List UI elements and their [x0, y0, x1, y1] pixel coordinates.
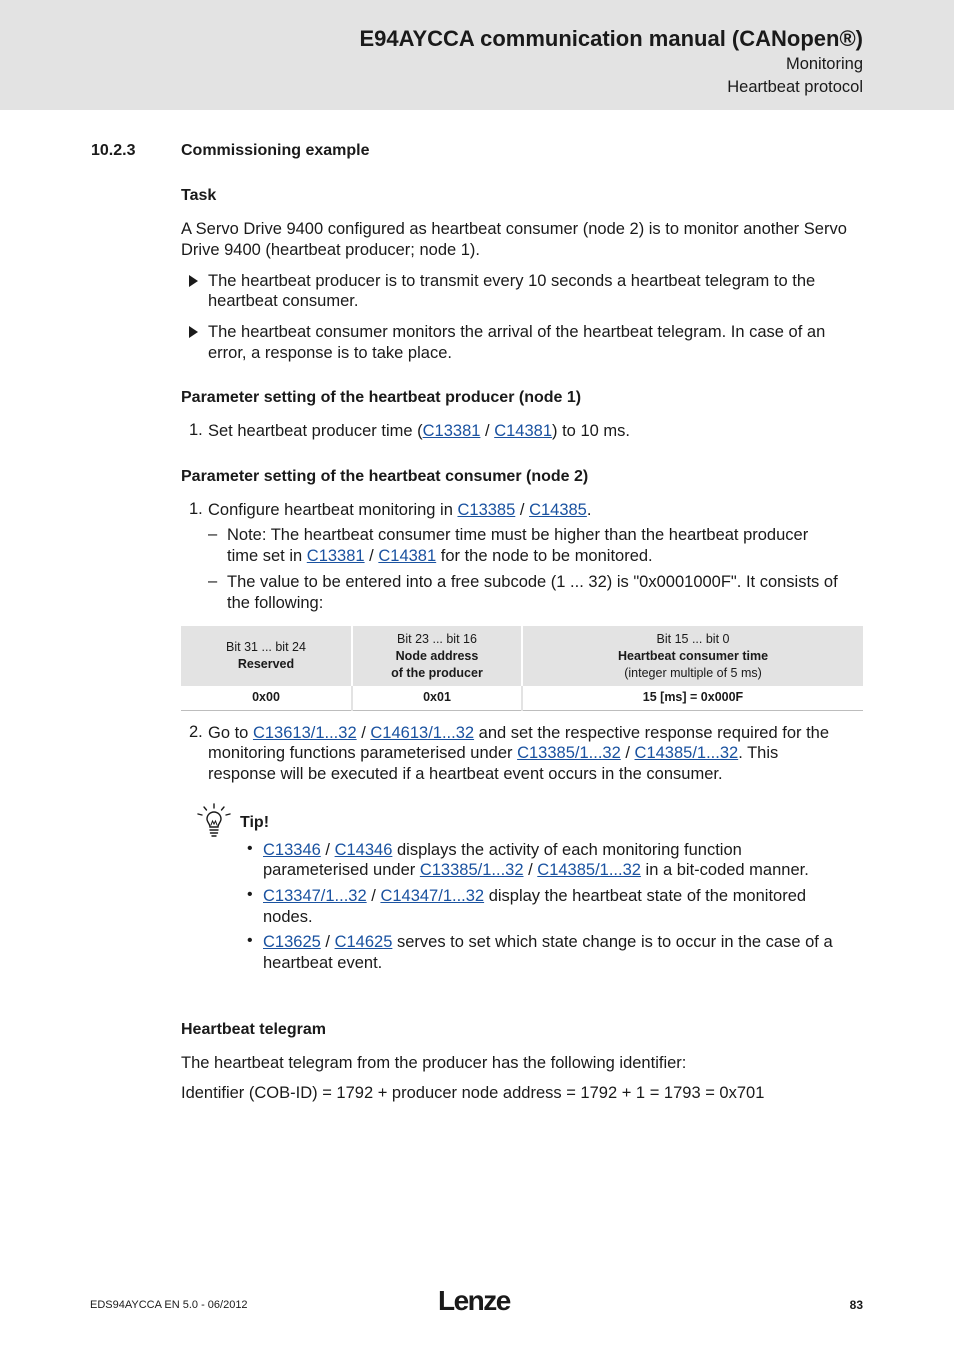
table-header-cell: [352, 626, 522, 686]
telegram-line-1: The heartbeat telegram from the producer has the following identifier:: [181, 1054, 687, 1072]
value-line-2: the following:: [227, 594, 324, 612]
link-c14385-range[interactable]: C14385/1...32: [537, 861, 641, 879]
link-c13385-range[interactable]: C13385/1...32: [419, 861, 524, 879]
separator: /: [320, 841, 335, 859]
page-header: [0, 0, 954, 110]
link-c13385-range[interactable]: C13385/1...32: [517, 744, 621, 762]
lenze-logo: Lenze: [438, 1285, 510, 1316]
note-line-1: Note: The heartbeat consumer time must be higher than the heartbeat producer: [227, 526, 809, 544]
field-name: Reserved: [237, 657, 295, 671]
bit-layout-table: [181, 626, 863, 711]
tip-text: parameterised under: [263, 861, 420, 879]
tip-item-1-line-1: [263, 840, 742, 861]
step-number: 1.: [189, 421, 203, 439]
task-bullet-2-line-2: error, a response is to take place.: [208, 344, 452, 362]
separator: /: [320, 933, 335, 951]
note-line-2: [227, 546, 653, 567]
link-c13346[interactable]: C13346: [263, 841, 321, 859]
table-header-row: [181, 626, 863, 686]
document-title: E94AYCCA communication manual (CANopen®): [359, 26, 863, 51]
producer-step-text: Set heartbeat producer time (: [208, 422, 423, 440]
consumer-heading: Parameter setting of the heartbeat consumer (node 2): [181, 468, 589, 485]
step-number: 1.: [189, 500, 203, 518]
link-c14385-range[interactable]: C14385/1...32: [634, 744, 739, 762]
bullet-dot: •: [247, 840, 253, 857]
table-row: [181, 686, 863, 710]
separator: /: [515, 501, 530, 519]
bullet-triangle-icon: [189, 326, 198, 338]
breadcrumb-chapter: Monitoring: [785, 55, 863, 73]
link-c14347[interactable]: C14347/1...32: [380, 887, 485, 905]
link-c13347[interactable]: C13347/1...32: [263, 887, 367, 905]
link-c14381[interactable]: C14381: [494, 422, 553, 440]
bullet-triangle-icon: [189, 275, 198, 287]
field-name: of the producer: [391, 665, 483, 680]
field-note: (integer multiple of 5 ms): [624, 665, 762, 680]
link-c13381[interactable]: C13381: [306, 547, 365, 565]
link-c14381[interactable]: C14381: [378, 547, 437, 565]
producer-step-1: [208, 421, 630, 442]
link-c14346[interactable]: C14346: [334, 841, 393, 859]
consumer-step-2-line-3: response will be executed if a heartbeat event occurs in the consumer.: [208, 765, 723, 783]
link-c14385[interactable]: C14385: [529, 501, 587, 519]
consumer-step-text: Configure heartbeat monitoring in: [208, 501, 458, 519]
consumer-step-2-line-2: [208, 743, 778, 764]
separator: /: [523, 861, 538, 879]
step-text-end: and set the respective response required for the: [474, 724, 830, 742]
task-bullet-1-line-2: heartbeat consumer.: [208, 292, 359, 310]
note-text: time set in: [227, 547, 307, 565]
tip-text: serves to set which state change is to occur in the case of a: [392, 933, 833, 951]
bit-range: Bit 15 ... bit 0: [656, 631, 730, 646]
note-text-end: for the node to be monitored.: [436, 547, 653, 565]
bullet-dot: •: [247, 932, 253, 949]
telegram-identifier-formula: Identifier (COB-ID) = 1792 + producer node address = 1792 + 1 = 1793 = 0x701: [181, 1084, 765, 1102]
producer-heading: Parameter setting of the heartbeat producer (node 1): [181, 389, 582, 406]
consumer-step-1: [208, 500, 591, 521]
link-c14625[interactable]: C14625: [334, 933, 393, 951]
table-cell: 0x00: [181, 686, 352, 710]
tip-item-3-line-2: heartbeat event.: [263, 954, 383, 972]
step-number: 2.: [189, 723, 203, 741]
link-c13385[interactable]: C13385: [457, 501, 516, 519]
step-text-end: . This: [738, 744, 779, 762]
consumer-step-2-line-1: [208, 723, 829, 744]
separator: /: [356, 724, 371, 742]
dash-bullet: –: [208, 525, 218, 543]
table-cell: 0x01: [352, 686, 522, 710]
task-heading: Task: [181, 187, 217, 204]
section-number: 10.2.3: [91, 142, 136, 159]
table-header-cell: [181, 626, 352, 686]
task-bullet-1-line-1: The heartbeat producer is to transmit every 10 seconds a heartbeat telegram to the: [208, 272, 816, 290]
tip-text-end: in a bit-coded manner.: [640, 861, 809, 879]
breadcrumb-section: Heartbeat protocol: [727, 78, 863, 96]
tip-item-2-line-2: nodes.: [263, 908, 313, 926]
field-name: Node address: [395, 648, 479, 663]
link-c14613[interactable]: C14613/1...32: [370, 724, 475, 742]
bullet-dot: •: [247, 886, 253, 903]
table-header-cell: [522, 626, 863, 686]
bit-range: Bit 31 ... bit 24: [226, 640, 306, 654]
separator: /: [480, 422, 495, 440]
page-number: 83: [849, 1298, 863, 1312]
lightbulb-icon: [195, 803, 233, 839]
link-c13625[interactable]: C13625: [263, 933, 321, 951]
producer-step-text-end: ) to 10 ms.: [552, 422, 630, 440]
separator: /: [366, 887, 381, 905]
tip-text: display the heartbeat state of the monitored: [484, 887, 807, 905]
task-bullet-2-line-1: The heartbeat consumer monitors the arrival of the heartbeat telegram. In case of an: [208, 323, 826, 341]
link-c13613[interactable]: C13613/1...32: [252, 724, 357, 742]
separator: /: [364, 547, 379, 565]
tip-item-2-line-1: [263, 886, 806, 907]
dash-bullet: –: [208, 572, 218, 590]
tip-item-1-line-2: [263, 860, 809, 881]
bit-range: Bit 23 ... bit 16: [397, 631, 477, 646]
footer-document-code: EDS94AYCCA EN 5.0 - 06/2012: [90, 1299, 248, 1311]
task-paragraph-line-1: A Servo Drive 9400 configured as heartbeat consumer (node 2) is to monitor another Servo: [181, 220, 847, 238]
telegram-heading: Heartbeat telegram: [181, 1021, 326, 1038]
field-name: Heartbeat consumer time: [617, 648, 769, 663]
tip-text: displays the activity of each monitoring function: [392, 841, 742, 859]
tip-label: Tip!: [240, 814, 270, 831]
task-paragraph-line-2: Drive 9400 (heartbeat producer; node 1).: [181, 241, 481, 259]
tip-item-3-line-1: [263, 932, 833, 953]
step-text: monitoring functions parameterised under: [208, 744, 518, 762]
table-cell: 15 [ms] = 0x000F: [522, 686, 863, 710]
step-text: Go to: [208, 724, 253, 742]
section-title: Commissioning example: [181, 142, 370, 159]
value-line-1: The value to be entered into a free subcode (1 ... 32) is "0x0001000F". It consists of: [227, 573, 838, 591]
link-c13381[interactable]: C13381: [422, 422, 481, 440]
consumer-step-text-end: .: [586, 501, 592, 519]
separator: /: [620, 744, 635, 762]
